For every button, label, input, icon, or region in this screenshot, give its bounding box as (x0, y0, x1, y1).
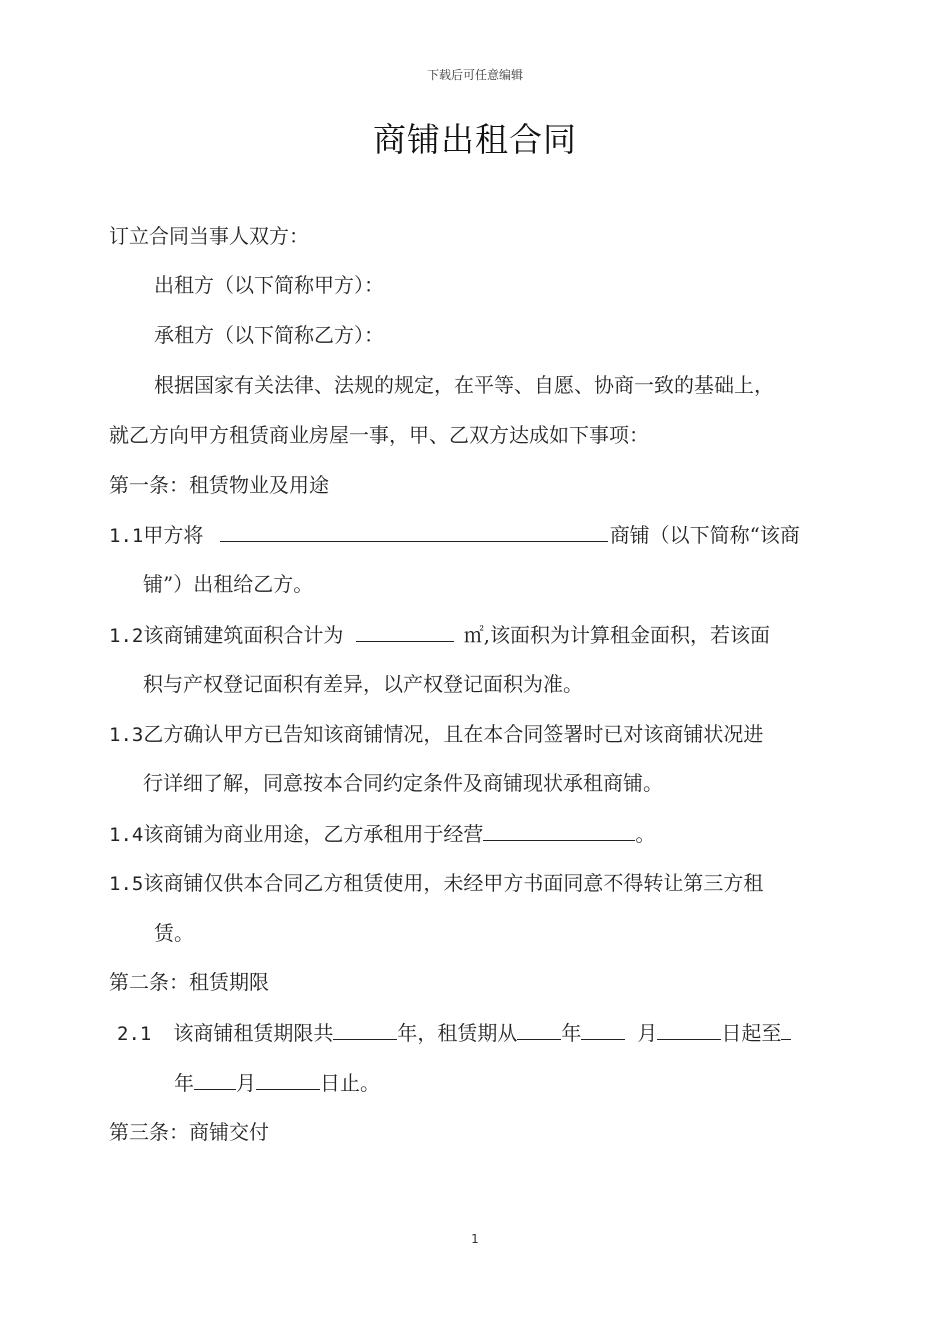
fill-blank-start-month (581, 1019, 625, 1040)
clause-1-1-cont: 铺”）出租给乙方。 (143, 572, 314, 596)
fill-blank-end-year-start (781, 1019, 791, 1040)
clause-number: 1.1 (109, 525, 144, 547)
clause-text: 该商铺为商业用途，乙方承租用于经营 (143, 822, 484, 846)
document-title: 商铺出租合同 (373, 120, 577, 159)
clause-text: 。 (635, 822, 656, 846)
clause-1-3-cont: 行详细了解，同意按本合同约定条件及商铺现状承租商铺。 (143, 771, 663, 795)
lessee-line: 承租方（以下简称乙方）： (154, 323, 384, 347)
page-number: 1 (471, 1232, 479, 1246)
clause-1-2 (109, 621, 770, 649)
clause-text: 月 (236, 1071, 256, 1095)
header-note: 下载后可任意编辑 (426, 68, 523, 82)
clause-number: 1.4 (109, 824, 144, 846)
clause-number: 2.1 (117, 1023, 152, 1045)
clause-text: 年 (561, 1021, 582, 1045)
clause-1-1 (109, 521, 800, 549)
clause-text: 年，租赁期从 (397, 1021, 518, 1045)
clause-2-1 (117, 1019, 791, 1047)
fill-blank-area (356, 621, 454, 642)
clause-number: 1.3 (109, 724, 144, 746)
preamble-line-2: 就乙方向甲方租赁商业房屋一事，甲、乙双方达成如下事项： (109, 423, 649, 447)
fill-blank-start-year (517, 1019, 561, 1040)
clause-1-5-cont: 赁。 (154, 921, 194, 945)
article1-heading: 第一条：租赁物业及用途 (109, 473, 329, 497)
fill-blank-end-month (194, 1069, 236, 1090)
preamble-line-1: 根据国家有关法律、法规的规定，在平等、自愿、协商一致的基础上， (154, 373, 774, 397)
clause-text: 该商铺租赁期限共 (173, 1021, 334, 1045)
clause-number: 1.2 (109, 625, 144, 647)
fill-blank-start-day (657, 1019, 721, 1040)
clause-1-2-cont: 积与产权登记面积有差异，以产权登记面积为准。 (143, 672, 583, 696)
fill-blank-business (483, 820, 635, 841)
clause-1-3 (109, 721, 763, 748)
article2-heading: 第二条：租赁期限 (109, 970, 269, 994)
clause-number: 1.5 (109, 873, 144, 895)
clause-text: 日止。 (320, 1071, 380, 1095)
clause-text: ㎡,该面积为计算租金面积，若该面 (463, 623, 771, 647)
clause-1-4 (109, 820, 655, 848)
fill-blank-end-day (256, 1069, 320, 1090)
clause-text: 该商铺建筑面积合计为 (143, 623, 344, 647)
fill-blank-shop-location (220, 521, 608, 542)
clause-text: 月 (637, 1021, 658, 1045)
clause-text: 商铺（以下简称“该商 (609, 523, 800, 547)
clause-text: 该商铺仅供本合同乙方租赁使用，未经甲方书面同意不得转让第三方租 (143, 871, 764, 895)
article3-heading: 第三条：商铺交付 (109, 1120, 269, 1144)
clause-1-5 (109, 870, 763, 897)
parties-intro: 订立合同当事人双方： (109, 224, 309, 248)
clause-text: 甲方将 (143, 523, 204, 547)
clause-text: 乙方确认甲方已告知该商铺情况，且在本合同签署时已对该商铺状况进 (143, 722, 764, 746)
lessor-line: 出租方（以下简称甲方）： (154, 273, 384, 297)
clause-text: 日起至 (721, 1021, 782, 1045)
clause-2-1-cont (174, 1069, 380, 1096)
clause-text: 年 (174, 1071, 194, 1095)
fill-blank-years (333, 1019, 397, 1040)
